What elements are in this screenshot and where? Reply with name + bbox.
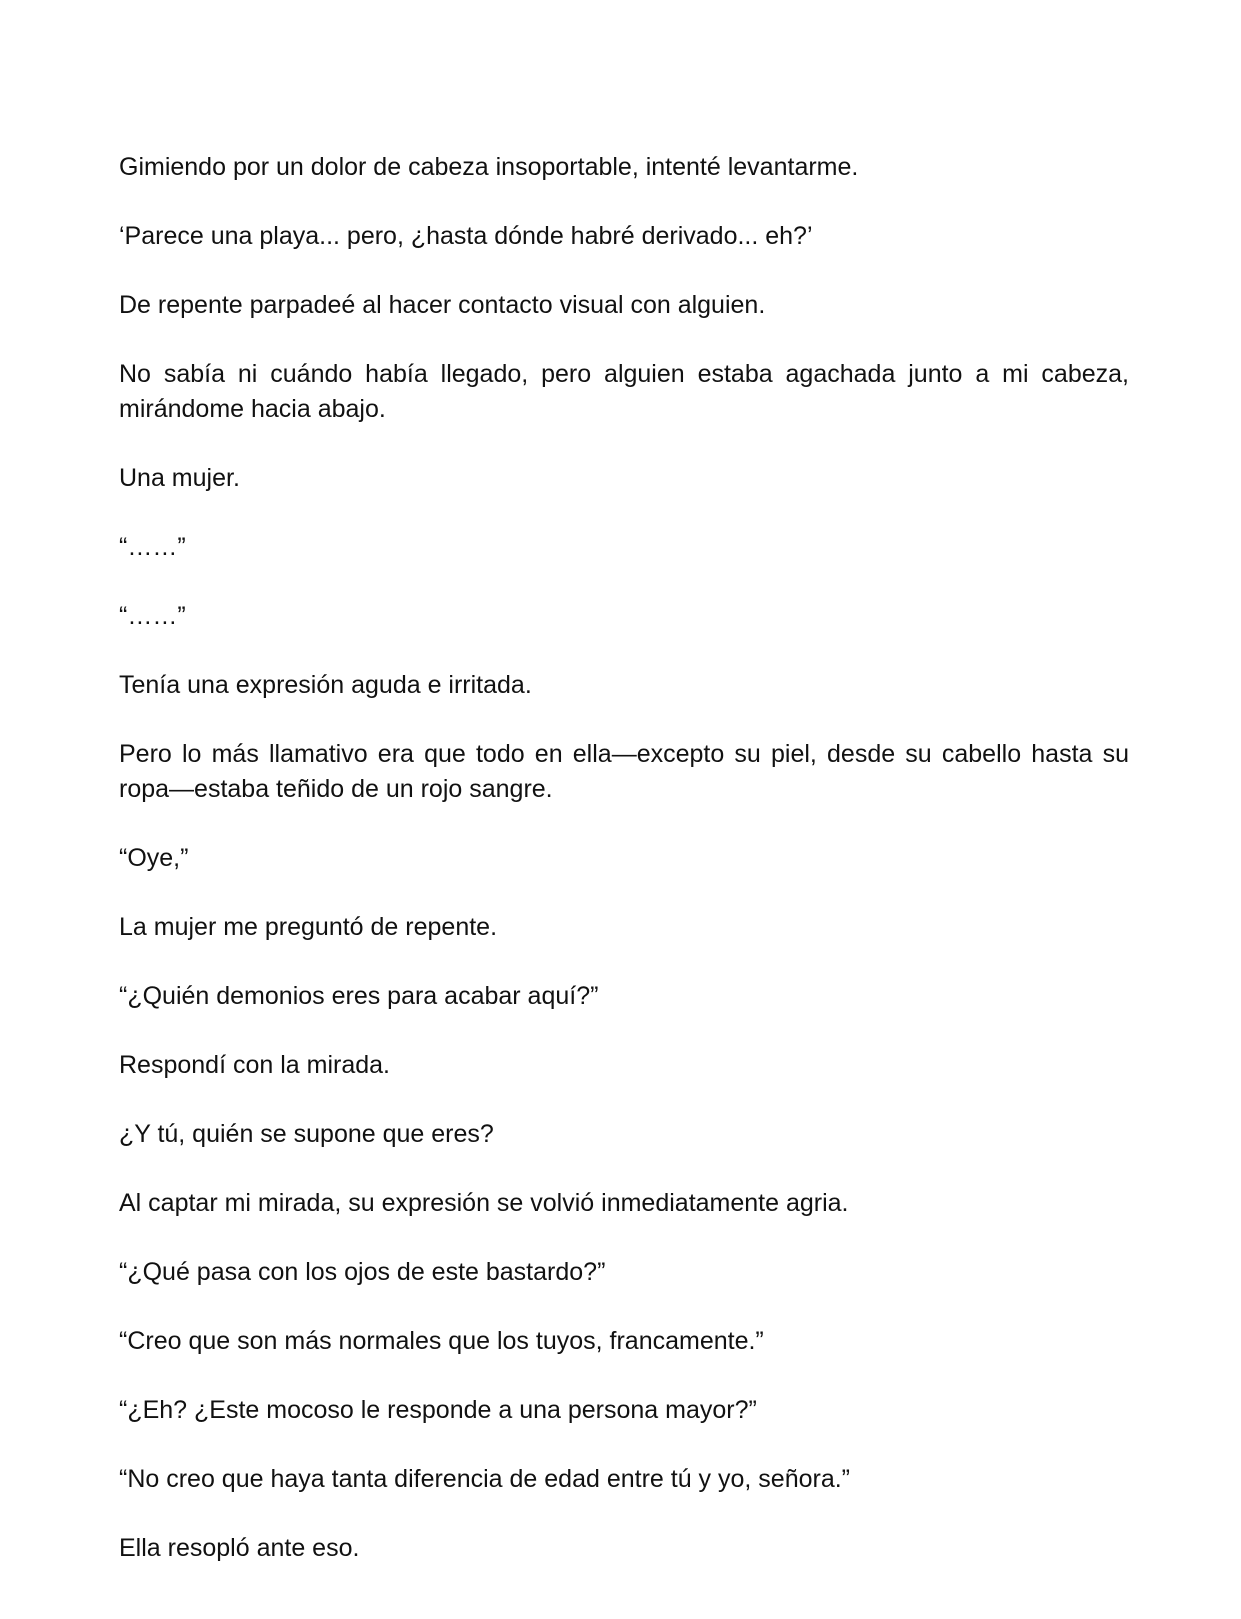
paragraph: Gimiendo por un dolor de cabeza insoportable, intenté levantarme. <box>119 153 859 181</box>
paragraph: “Creo que son más normales que los tuyos, francamente.” <box>119 1327 764 1355</box>
paragraph: Una mujer. <box>119 464 240 492</box>
paragraph: Tenía una expresión aguda e irritada. <box>119 671 532 699</box>
paragraph: “¿Qué pasa con los ojos de este bastardo?” <box>119 1258 606 1286</box>
paragraph: Ella resopló ante eso. <box>119 1534 360 1562</box>
paragraph: “……” <box>119 533 186 561</box>
paragraph: “No creo que haya tanta diferencia de edad entre tú y yo, señora.” <box>119 1465 851 1493</box>
paragraph: No sabía ni cuándo había llegado, pero alguien estaba agachada junto a mi cabeza, mirándome hacia abajo. <box>119 360 1129 423</box>
paragraph: Pero lo más llamativo era que todo en ella—excepto su piel, desde su cabello hasta su ropa—estaba teñido de un rojo sangre. <box>119 740 1129 803</box>
paragraph: De repente parpadeé al hacer contacto visual con alguien. <box>119 291 766 319</box>
paragraph: “¿Quién demonios eres para acabar aquí?” <box>119 982 599 1010</box>
paragraph: “Oye,” <box>119 844 189 872</box>
paragraph: ‘Parece una playa... pero, ¿hasta dónde habré derivado... eh?’ <box>119 222 813 250</box>
document-body <box>119 150 1129 1566</box>
paragraph: Al captar mi mirada, su expresión se volvió inmediatamente agria. <box>119 1189 849 1217</box>
paragraph: Respondí con la mirada. <box>119 1051 390 1079</box>
paragraph: “¿Eh? ¿Este mocoso le responde a una persona mayor?” <box>119 1396 757 1424</box>
paragraph: ¿Y tú, quién se supone que eres? <box>119 1120 494 1148</box>
paragraph: La mujer me preguntó de repente. <box>119 913 498 941</box>
paragraph: “……” <box>119 602 186 630</box>
